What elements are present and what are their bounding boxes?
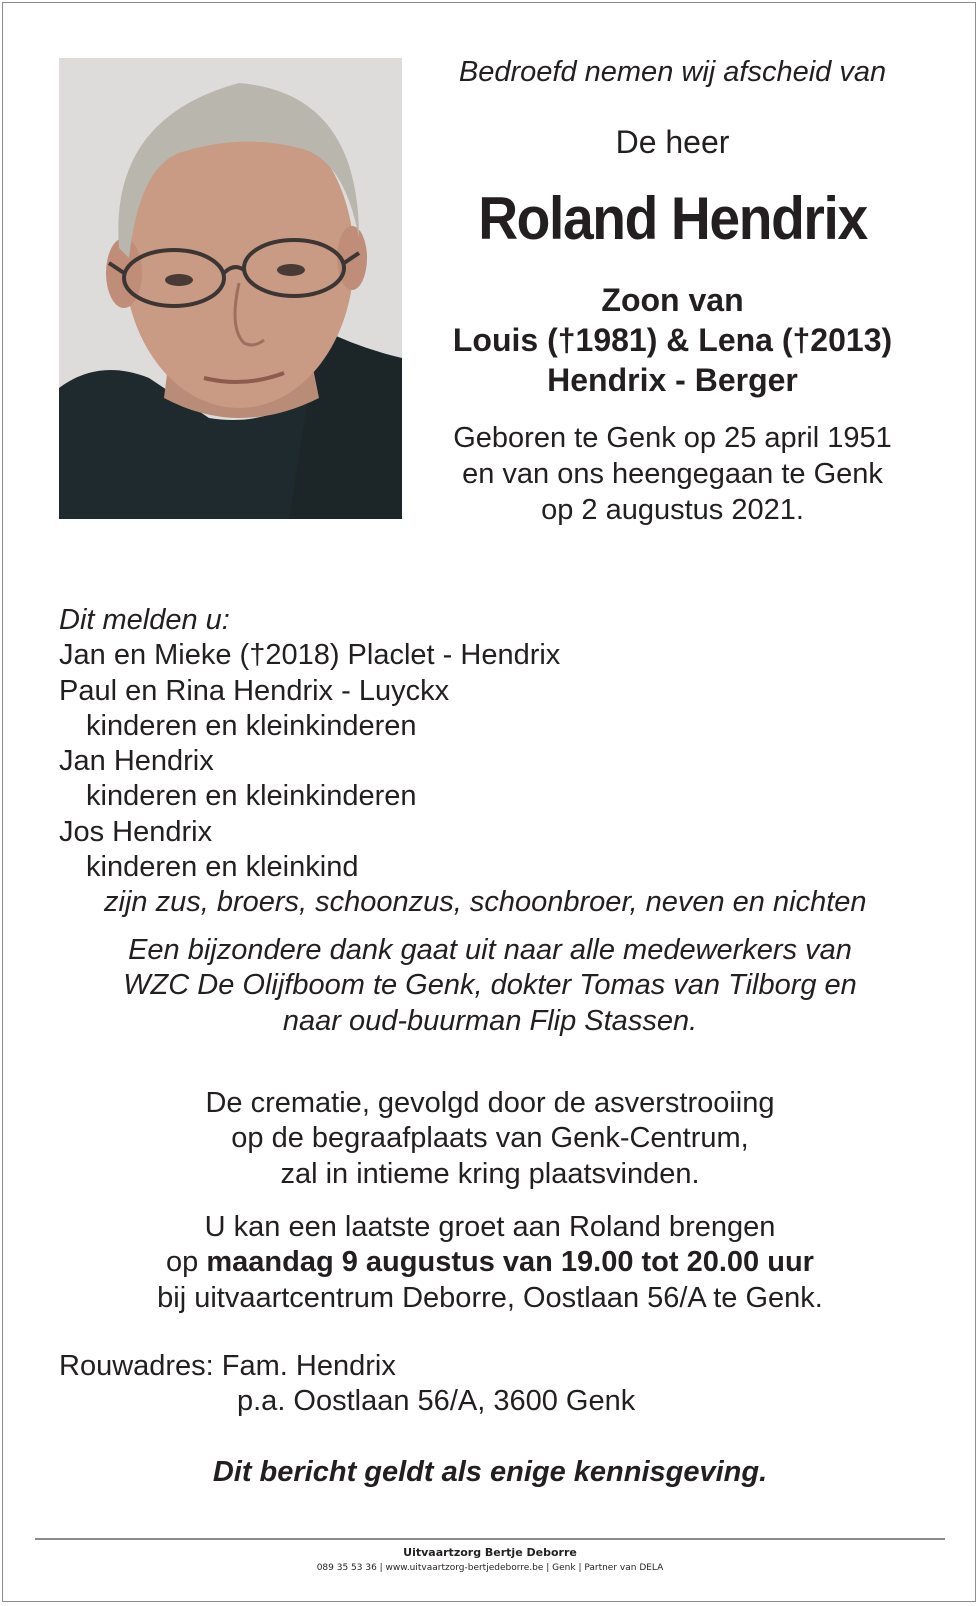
parents-names: Louis (†1981) & Lena (†2013): [452, 322, 893, 358]
relatives-line: zijn zus, broers, schoonzus, schoonbroer, neven en nichten: [104, 886, 867, 919]
header-block: [420, 52, 925, 528]
portrait-photo: [59, 58, 402, 519]
address-line: p.a. Oostlaan 56/A, 3600 Genk: [237, 1385, 636, 1418]
family-line: Jos Hendrix: [59, 815, 213, 848]
family-line: kinderen en kleinkinderen: [86, 780, 417, 813]
thanks-line: Een bijzondere dank gaat uit naar alle medewerkers van: [128, 934, 852, 966]
parents-intro: Zoon van: [601, 282, 744, 318]
life-dates: [420, 420, 925, 528]
address-line: Rouwadres: Fam. Hendrix: [59, 1350, 396, 1382]
visit-datetime: maandag 9 augustus van 19.00 tot 20.00 uur: [206, 1246, 814, 1279]
family-line: kinderen en kleinkind: [86, 851, 359, 884]
mourning-address: [59, 1349, 939, 1420]
visit-line: U kan een laatste groet aan Roland brengen: [204, 1211, 776, 1243]
funeral-contact: 089 35 53 36 | www.uitvaartzorg-bertjedeborre.be | Genk | Partner van DELA: [316, 1563, 664, 1573]
death-date-line: op 2 augustus 2021.: [541, 494, 804, 526]
deceased-name: Roland Hendrix: [478, 185, 867, 252]
intro-text: Bedroefd nemen wij afscheid van: [458, 56, 887, 88]
family-list: [59, 603, 939, 921]
cremation-line: De crematie, gevolgd door de asverstrooiing: [205, 1087, 775, 1119]
parents-block: [420, 280, 925, 400]
visit-datetime-line: [40, 1245, 940, 1280]
family-line: kinderen en kleinkinderen: [86, 709, 417, 742]
notice-text: Dit bericht geldt als enige kennisgeving.: [212, 1456, 768, 1488]
funeral-company: Uitvaartzorg Bertje Deborre: [403, 1546, 577, 1559]
family-line: Jan Hendrix: [59, 745, 214, 778]
visit-location-line: bij uitvaartcentrum Deborre, Oostlaan 56/A te Genk.: [157, 1281, 823, 1314]
parents-surname: Hendrix - Berger: [547, 362, 798, 398]
footer: [40, 1545, 940, 1575]
thanks-line: naar oud-buurman Flip Stassen.: [282, 1004, 698, 1037]
thanks-paragraph: [40, 933, 940, 1039]
family-line: Paul en Rina Hendrix - Luyckx: [59, 674, 450, 707]
family-intro: Dit melden u:: [59, 604, 230, 636]
cremation-line: op de begraafplaats van Genk-Centrum,: [231, 1122, 749, 1155]
cremation-line: zal in intieme kring plaatsvinden.: [280, 1157, 700, 1190]
family-line: Jan en Mieke (†2018) Placlet - Hendrix: [59, 639, 561, 672]
thanks-line: WZC De Olijfboom te Genk, dokter Tomas van Tilborg en: [123, 969, 857, 1002]
death-line: en van ons heengegaan te Genk: [462, 458, 883, 490]
cremation-paragraph: [40, 1086, 940, 1192]
honorific: De heer: [615, 124, 730, 160]
visit-prefix: op: [166, 1246, 199, 1279]
footer-divider: [35, 1538, 945, 1540]
birth-line: Geboren te Genk op 25 april 1951: [453, 422, 892, 454]
visitation-paragraph: [40, 1210, 940, 1316]
